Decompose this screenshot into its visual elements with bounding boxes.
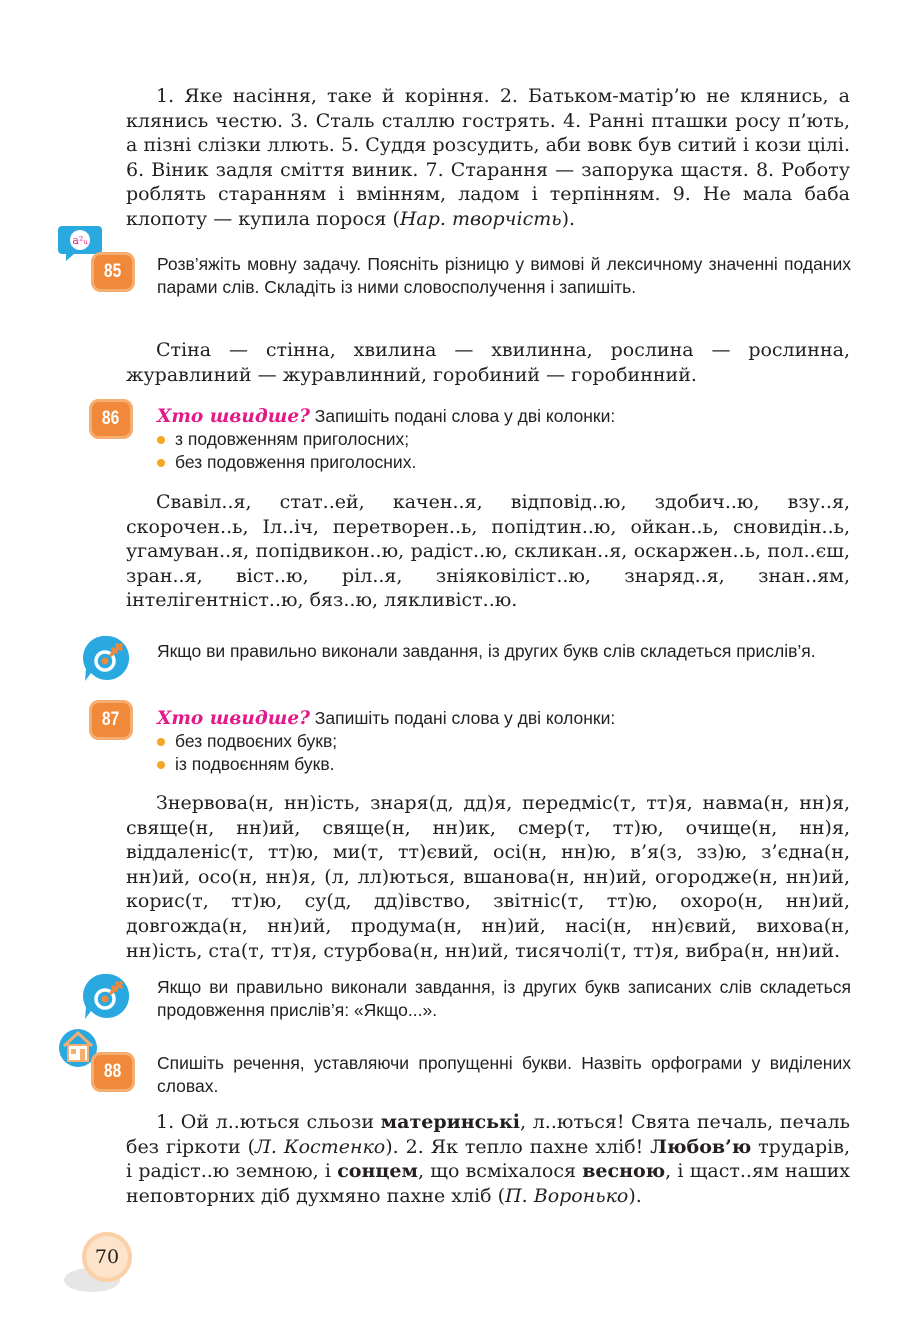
list-item: без подовження приголосних.	[157, 451, 851, 474]
exercise-87-words: Знервова(н, нн)ість, знаря(д, дд)я, передміс(т, тт)я, навма(н, нн)я, свяще(н, нн)ий, свяще(н, нн)ик, смер(т, тт)ю, очище(н, нн)я, віддаленіс(т, тт)ю, ми(т, тт)євий, осі(н, нн)ю, в’я(з, зз)ю, з’єдна(н, нн)ий, осо(н, нн)я, (л, лл)ються, вшанова(н, нн)ий, огородже(н, нн)ий, корис(т, тт)ю, су(д, дд)івство, звітніс(т, тт)ю, охоро(н, нн)ий, довгожда(н, нн)ий, продума(н, нн)ий, насі(н, нн)євий, вихова(н, нн)ість, ста(т, тт)я, стурбова(н, нн)ий, тисячолі(т, тт)я, вибра(н, нн)ий.	[126, 792, 850, 962]
who-faster-label: Хто швидше?	[157, 708, 310, 729]
exercise-85-task: Розв’яжіть мовну задачу. Поясніть різницю у вимові й лексичному значенні поданих парами слів. Складіть із ними словосполучення і запишіть.	[157, 254, 851, 297]
bullet-icon	[157, 436, 165, 444]
proverbs-text: 1. Яке насіння, таке й коріння. 2. Батьком-матір’ю не клянись, а клянись честю. 3. Сталь сталлю гострять. 4. Ранні пташки росу п’ють, а пізні слізки ллють. 5. Суддя розсудить, аби вовк був ситий і кози цілі. 6. Віник задля сміття виник. 7. Старання — запорука щастя. 8. Роботу роблять старанням і вмінням, ладом і терпінням. 9. Не мала баба клопоту — купила порося (Нар. творчість).	[126, 85, 850, 230]
exercise-86-task: Хто швидше? Запишіть подані слова у дві колонки: з подовженням приголосних; без подовження приголосних.	[157, 405, 851, 474]
key-icon	[82, 634, 132, 689]
exercise-86-words: Свавіл..я, стат..ей, качен..я, відповід..ю, здобич..ю, взу..я, скорочен..ь, Іл..іч, перетворен..ь, попідтин..ю, ойкан..ь, сновидін..ь, угамуван..я, попідвикон..ю, радіст..ю, скликан..я, оскаржен..ь, пол..єш, зран..я, віст..ю, ріл..я, зніяковіліст..ю, знаряд..я, знан..ям, інтелігентніст..ю, бяз..ю, лякливіст..ю.	[126, 491, 850, 612]
bullet-icon	[157, 738, 165, 746]
bullet-icon	[157, 761, 165, 769]
exercise-85-words: Стіна — стінна, хвилина — хвилинна, рослина — рослинна, журавлиний — журавлинний, горобиний — горобинний.	[126, 339, 850, 386]
exercise-86-hint: Якщо ви правильно виконали завдання, із других букв слів складеться прислів’я.	[157, 641, 816, 661]
exercise-87-hint: Якщо ви правильно виконали завдання, із других букв записаних слів складеться продовження прислів’я: «Якщо...».	[157, 977, 851, 1020]
list-item: із подвоєнням букв.	[157, 753, 851, 776]
key-icon	[82, 972, 132, 1027]
bullet-icon	[157, 459, 165, 467]
exercise-number-badge: 86	[89, 399, 133, 439]
list-item: без подвоєних букв;	[157, 730, 851, 753]
exercise-88-text: 1. Ой л..ються сльози материнські, л..ються! Свята печаль, печаль без гіркоти (Л. Костенко). 2. Як тепло пахне хліб! Любов’ю трударів, і радіст..ю земною, і сонцем, що всміхалося весною, і щаст..ям наших неповторних діб духмяно пахне хліб (П. Воронько).	[126, 1111, 851, 1207]
who-faster-label: Хто швидше?	[157, 406, 310, 427]
list-item: з подовженням приголосних;	[157, 428, 851, 451]
exercise-88-task: Спишіть речення, уставляючи пропущенні букви. Назвіть орфограми у виділених словах.	[157, 1053, 851, 1096]
exercise-number-badge: 85	[91, 252, 135, 292]
svg-text:a²ᵤ: a²ᵤ	[72, 234, 88, 247]
proverbs-source: Нар. творчість	[399, 207, 562, 230]
exercise-number-badge: 87	[89, 700, 133, 740]
exercise-87-task: Хто швидше? Запишіть подані слова у дві колонки: без подвоєних букв; із подвоєнням букв.	[157, 707, 851, 776]
page-number: 70	[82, 1232, 132, 1282]
exercise-number-badge: 88	[91, 1052, 135, 1092]
